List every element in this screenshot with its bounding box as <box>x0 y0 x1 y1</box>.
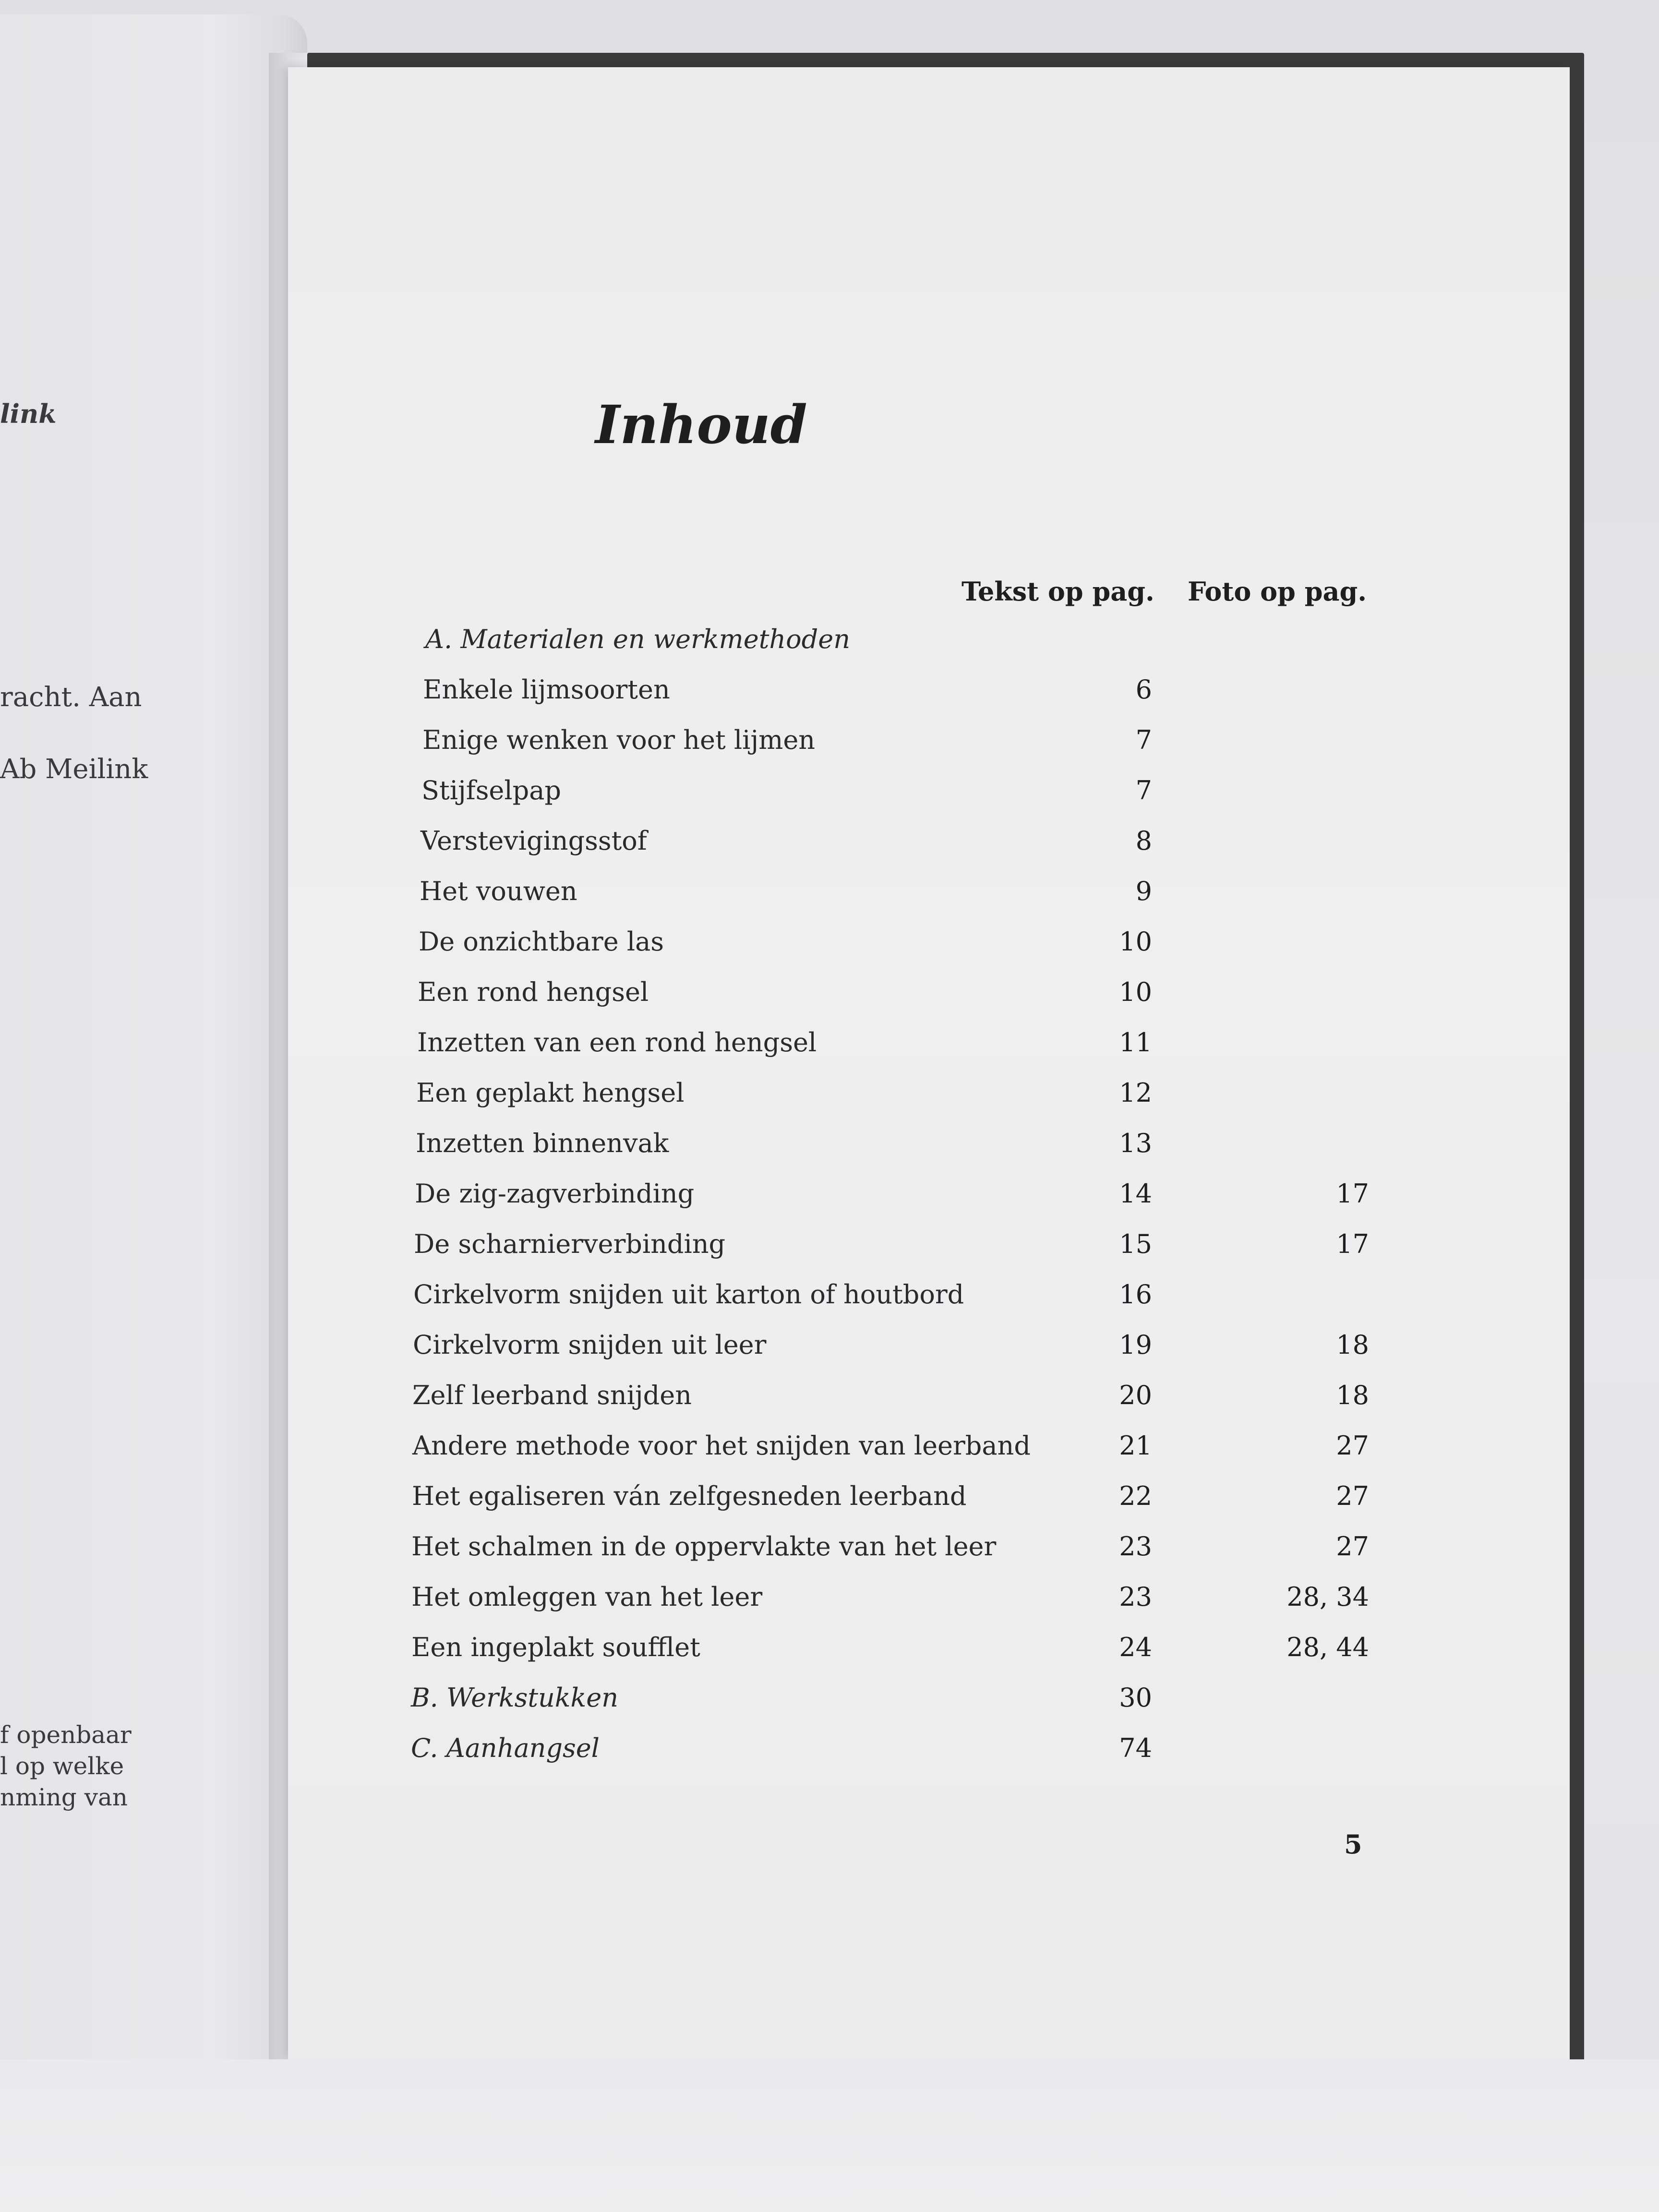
toc-label: De scharnierverbinding <box>414 1229 726 1259</box>
toc-label: Stijfselpap <box>421 775 561 805</box>
toc-text-page: 10 <box>1119 977 1152 1007</box>
toc-photo-page: 27 <box>1336 1431 1369 1461</box>
background-surface <box>0 2059 1659 2212</box>
toc-entry <box>0 1632 1659 1671</box>
toc-text-page: 23 <box>1119 1582 1152 1612</box>
left-fragment: racht. Aan <box>0 682 142 713</box>
toc-label: De onzichtbare las <box>419 926 664 957</box>
toc-text-page: 12 <box>1119 1078 1152 1108</box>
toc-text-page: 30 <box>1119 1683 1152 1713</box>
toc-text-page: 11 <box>1119 1027 1152 1058</box>
toc-entry <box>0 1128 1659 1166</box>
left-fragment: link <box>0 398 57 429</box>
toc-label: C. Aanhangsel <box>411 1733 600 1763</box>
toc-photo-page: 17 <box>1336 1178 1369 1209</box>
toc-entry <box>0 1531 1659 1570</box>
toc-photo-page: 18 <box>1336 1330 1369 1360</box>
toc-entry <box>0 1229 1659 1267</box>
toc-photo-page: 18 <box>1336 1380 1369 1410</box>
toc-text-page: 24 <box>1119 1632 1152 1662</box>
toc-text-page: 15 <box>1119 1229 1152 1259</box>
toc-section-c <box>0 1733 1659 1771</box>
toc-entry <box>0 1078 1659 1116</box>
page-number: 5 <box>1344 1829 1362 1860</box>
toc-text-page: 21 <box>1119 1431 1152 1461</box>
toc-text-page: 19 <box>1119 1330 1152 1360</box>
toc-label: Zelf leerband snijden <box>412 1380 692 1410</box>
toc-text-page: 16 <box>1119 1279 1152 1310</box>
toc-text-page: 7 <box>1135 775 1152 805</box>
toc-text-page: 23 <box>1119 1531 1152 1562</box>
toc-label: Cirkelvorm snijden uit karton of houtbord <box>413 1279 964 1310</box>
column-header-photo-page: Foto op pag. <box>1188 576 1367 607</box>
toc-label: Inzetten van een rond hengsel <box>417 1027 817 1058</box>
toc-label: Het omleggen van het leer <box>411 1582 763 1612</box>
toc-text-page: 14 <box>1119 1178 1152 1209</box>
column-header-text-page: Tekst op pag. <box>962 576 1154 607</box>
toc-label: Andere methode voor het snijden van leerband <box>412 1431 1031 1461</box>
toc-label: Een geplakt hengsel <box>416 1078 685 1108</box>
toc-entry <box>0 1431 1659 1469</box>
toc-entry <box>0 1380 1659 1419</box>
toc-label: B. Werkstukken <box>411 1683 618 1713</box>
toc-label: Het vouwen <box>420 876 577 906</box>
toc-label: Een rond hengsel <box>418 977 649 1007</box>
toc-entry <box>0 1330 1659 1368</box>
toc-label: Inzetten binnenvak <box>416 1128 669 1158</box>
toc-entry <box>0 826 1659 864</box>
toc-text-page: 13 <box>1119 1128 1152 1158</box>
toc-entry <box>0 1178 1659 1217</box>
toc-text-page: 22 <box>1119 1481 1152 1511</box>
left-fragment: nming van <box>0 1783 128 1811</box>
toc-text-page: 6 <box>1135 674 1152 705</box>
left-fragment: f openbaar <box>0 1721 132 1749</box>
toc-label: Verstevigingsstof <box>421 826 647 856</box>
toc-section-b <box>0 1683 1659 1721</box>
toc-entry <box>0 725 1659 763</box>
toc-label: De zig-zagverbinding <box>415 1178 695 1209</box>
toc-label: Het schalmen in de oppervlakte van het leer <box>411 1531 997 1562</box>
toc-entry <box>0 1027 1659 1066</box>
toc-entry <box>0 1582 1659 1620</box>
toc-text-page: 10 <box>1119 926 1152 957</box>
left-fragment: Ab Meilink <box>0 754 148 785</box>
toc-entry <box>0 977 1659 1015</box>
toc-label: Enkele lijmsoorten <box>423 674 670 705</box>
toc-text-page: 74 <box>1119 1733 1152 1763</box>
toc-entry <box>0 1481 1659 1519</box>
toc-entry <box>0 775 1659 814</box>
toc-entry <box>0 926 1659 965</box>
toc-entry <box>0 876 1659 914</box>
toc-photo-page: 17 <box>1336 1229 1369 1259</box>
left-fragment: l op welke <box>0 1752 124 1780</box>
page-title: Inhoud <box>595 394 807 456</box>
toc-text-page: 9 <box>1135 876 1152 906</box>
toc-label: Cirkelvorm snijden uit leer <box>413 1330 767 1360</box>
toc-section-a <box>0 624 1659 662</box>
toc-photo-page: 27 <box>1336 1481 1369 1511</box>
toc-photo-page: 27 <box>1336 1531 1369 1562</box>
toc-text-page: 20 <box>1119 1380 1152 1410</box>
toc-label: A. Materialen en werkmethoden <box>425 624 850 654</box>
toc-text-page: 8 <box>1135 826 1152 856</box>
toc-photo-page: 28, 34 <box>1286 1582 1369 1612</box>
toc-label: Een ingeplakt soufflet <box>411 1632 700 1662</box>
toc-photo-page: 28, 44 <box>1286 1632 1369 1662</box>
toc-entry <box>0 674 1659 713</box>
toc-label: Het egaliseren ván zelfgesneden leerband <box>412 1481 967 1511</box>
toc-entry <box>0 1279 1659 1318</box>
toc-label: Enige wenken voor het lijmen <box>422 725 816 755</box>
toc-text-page: 7 <box>1135 725 1152 755</box>
